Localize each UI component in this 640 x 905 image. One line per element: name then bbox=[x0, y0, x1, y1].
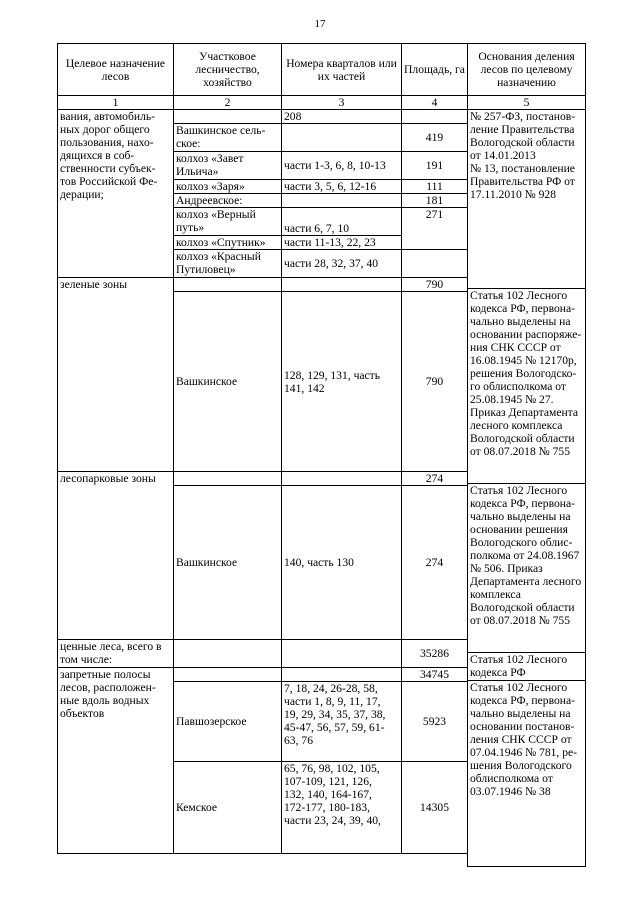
purpose-green: зеленые зоны bbox=[58, 278, 174, 472]
purpose-water: запретные полосы лесов, расположен- ные вдоль водных объектов bbox=[58, 668, 174, 854]
area-cell: 274 bbox=[402, 486, 468, 640]
unit-cell: Павшозерское bbox=[174, 682, 282, 762]
header-unit: Участковое лесничество, хозяйство bbox=[174, 44, 282, 96]
purpose-forestpark: лесопарковые зоны bbox=[58, 472, 174, 640]
unit-cell: колхоз «Спутник» bbox=[174, 236, 282, 250]
unit-cell bbox=[174, 668, 282, 682]
basis-green: Статья 102 Лесного кодекса РФ, первона- чально выделены на основании распоряже- ния СНК СССР от 16.08.1945 № 12170р, решения Вологодско- го облисполкома от 25.08.1945 № 27. Приказ Департамента лесного комплекса Вологодской области от 08.07.2018 № 755 bbox=[468, 289, 586, 484]
quarters-cell: 7, 18, 24, 26-28, 58, части 1, 8, 9, 11, 17, 19, 29, 34, 35, 37, 38, 45-47, 56, 57, 59, 61- 63, 76 bbox=[282, 682, 402, 762]
column-number-row bbox=[58, 96, 468, 110]
table-row bbox=[58, 640, 468, 668]
column-number: 3 bbox=[282, 96, 402, 110]
quarters-cell: части 28, 32, 37, 40 bbox=[282, 250, 402, 278]
column-number: 1 bbox=[58, 96, 174, 110]
quarters-cell: 65, 76, 98, 102, 105, 107-109, 121, 126, 132, 140, 164-167, 172-177, 180-183, части 23, 24, 39, 40, bbox=[282, 762, 402, 854]
basis-number-row bbox=[468, 96, 586, 110]
unit-cell: Вашкинское сель- ское: bbox=[174, 124, 282, 152]
quarters-cell: части 1-3, 6, 8, 10-13 bbox=[282, 152, 402, 180]
area-cell: 111 bbox=[402, 180, 468, 194]
area-cell: 181 bbox=[402, 194, 468, 208]
area-cell bbox=[402, 110, 468, 124]
page-number: 17 bbox=[314, 18, 326, 30]
basis-valuable: Статья 102 Лесного кодекса РФ bbox=[468, 653, 586, 681]
table-row bbox=[58, 110, 468, 124]
quarters-cell bbox=[282, 472, 402, 486]
area-cell bbox=[402, 250, 468, 278]
basis-row bbox=[468, 681, 586, 867]
water-total: 34745 bbox=[402, 668, 468, 682]
basis-row bbox=[468, 653, 586, 681]
unit-cell: Вашкинское bbox=[174, 292, 282, 472]
quarters-cell bbox=[282, 640, 402, 668]
quarters-cell: части 3, 5, 6, 12-16 bbox=[282, 180, 402, 194]
unit-cell: колхоз «Верный путь» bbox=[174, 208, 282, 236]
unit-cell bbox=[174, 110, 282, 124]
quarters-cell: 128, 129, 131, часть 141, 142 bbox=[282, 292, 402, 472]
forestpark-total: 274 bbox=[402, 472, 468, 486]
column-number: 4 bbox=[402, 96, 468, 110]
header-area: Площадь, га bbox=[402, 44, 468, 96]
unit-cell bbox=[174, 640, 282, 668]
valuable-total: 35286 bbox=[402, 640, 468, 668]
unit-cell: колхоз «Красный Путиловец» bbox=[174, 250, 282, 278]
table-header-row bbox=[58, 44, 468, 96]
unit-cell: Андреевское: bbox=[174, 194, 282, 208]
quarters-cell: 208 bbox=[282, 110, 402, 124]
area-cell: 5923 bbox=[402, 682, 468, 762]
column-number: 2 bbox=[174, 96, 282, 110]
basis-roads: № 257-ФЗ, постанов- ление Правительства Вологодской области от 14.01.2013 № 13, постановление Правительства РФ от 17.11.2010 № 928 bbox=[468, 110, 586, 289]
green-total: 790 bbox=[402, 278, 468, 292]
basis-forestpark: Статья 102 Лесного кодекса РФ, первона- чально выделены на основании решения Вологодского облис- полкома от 24.08.1967 № 506. Приказ Департамента лесного комплекса Вологодской области от 08.07.2018 № 755 bbox=[468, 484, 586, 653]
area-cell: 271 bbox=[402, 208, 468, 236]
basis-header-row bbox=[468, 44, 586, 96]
area-cell: 790 bbox=[402, 292, 468, 472]
quarters-cell bbox=[282, 124, 402, 152]
header-basis: Основания деления лесов по целевому назначению bbox=[468, 44, 586, 96]
quarters-cell bbox=[282, 668, 402, 682]
header-quarters: Номера кварталов или их частей bbox=[282, 44, 402, 96]
basis-row bbox=[468, 289, 586, 484]
table-row bbox=[58, 278, 468, 292]
area-cell: 14305 bbox=[402, 762, 468, 854]
area-cell bbox=[402, 236, 468, 250]
area-cell: 419 bbox=[402, 124, 468, 152]
unit-cell bbox=[174, 278, 282, 292]
unit-cell: Вашкинское bbox=[174, 486, 282, 640]
column-number: 5 bbox=[468, 96, 586, 110]
quarters-cell: части 6, 7, 10 bbox=[282, 208, 402, 236]
quarters-cell bbox=[282, 278, 402, 292]
basis-water: Статья 102 Лесного кодекса РФ, первона- чально выделены на основании постанов- ления СНК СССР от 07.04.1946 № 781, ре- шения Вологодского облисполкома от 03.07.1946 № 38 bbox=[468, 681, 586, 867]
purpose-roads: вания, автомобиль- ных дорог общего пользования, нахо- дящихся в соб- ственности субъек- тов Российской Фе- дерации; bbox=[58, 110, 174, 278]
basis-row bbox=[468, 484, 586, 653]
basis-column bbox=[467, 43, 586, 867]
unit-cell bbox=[174, 472, 282, 486]
unit-cell: колхоз «Заря» bbox=[174, 180, 282, 194]
area-cell: 191 bbox=[402, 152, 468, 180]
quarters-cell: части 11-13, 22, 23 bbox=[282, 236, 402, 250]
header-purpose: Целевое назначение лесов bbox=[58, 44, 174, 96]
basis-row bbox=[468, 110, 586, 289]
unit-cell: Кемское bbox=[174, 762, 282, 854]
quarters-cell bbox=[282, 194, 402, 208]
unit-cell: колхоз «Завет Ильича» bbox=[174, 152, 282, 180]
table-row bbox=[58, 472, 468, 486]
forest-purpose-table bbox=[57, 43, 468, 854]
quarters-cell: 140, часть 130 bbox=[282, 486, 402, 640]
table-row bbox=[58, 668, 468, 682]
purpose-valuable: ценные леса, всего в том числе: bbox=[58, 640, 174, 668]
